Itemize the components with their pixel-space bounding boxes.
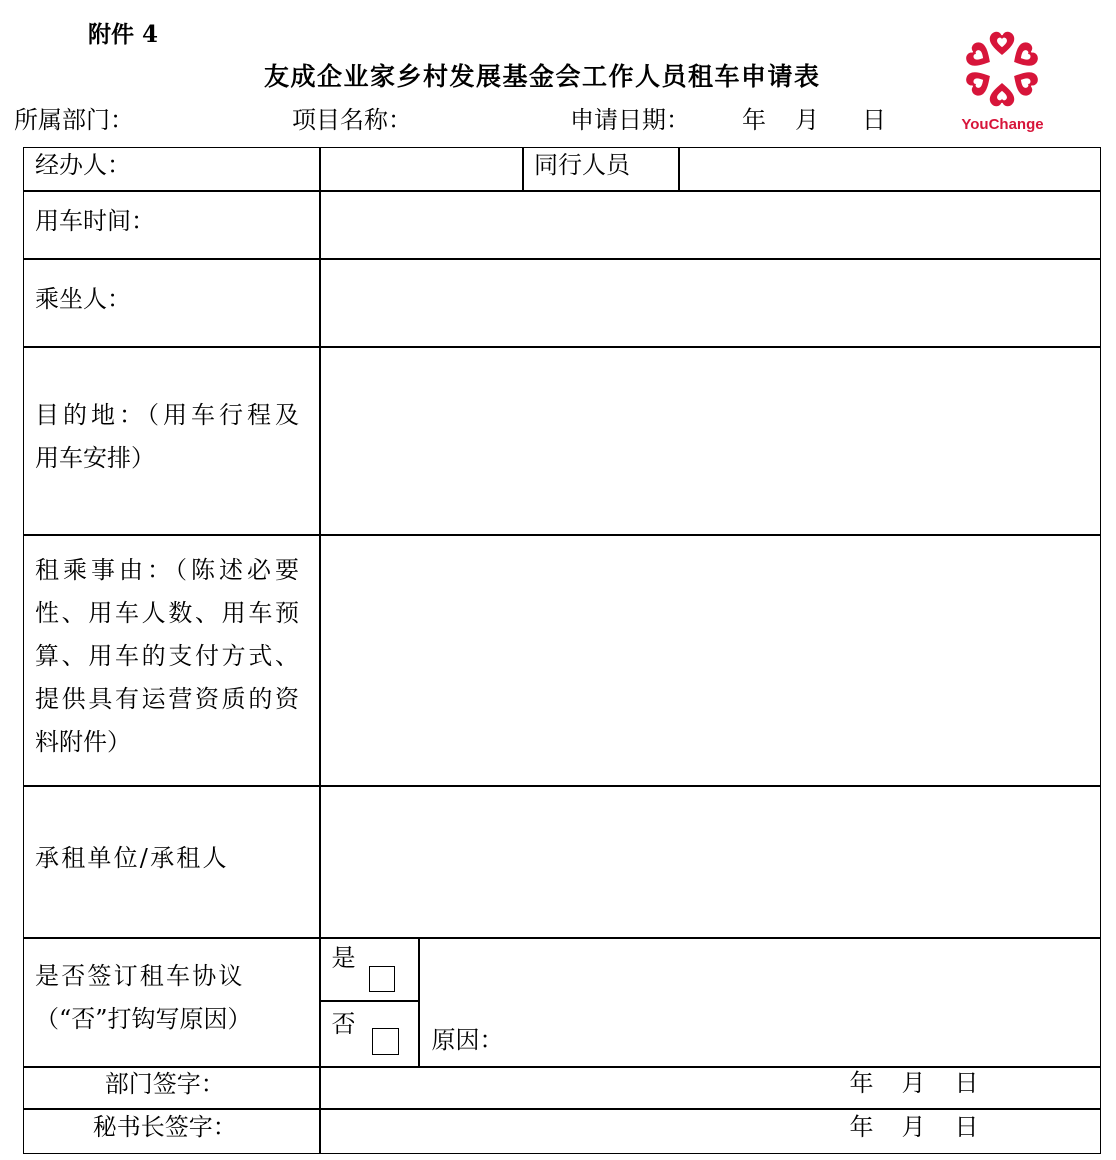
lessor-field[interactable]: [319, 785, 1101, 939]
usage-time-label-cell: [23, 190, 321, 260]
passengers-field[interactable]: [319, 258, 1101, 348]
department-label: 所属部门：: [14, 106, 134, 134]
secretary-general-signature-label-cell: [23, 1108, 321, 1154]
application-date-label: 申请日期：: [570, 106, 690, 134]
no-checkbox[interactable]: [372, 1028, 399, 1055]
companions-label-cell: [522, 147, 680, 192]
application-date-year: 年: [742, 106, 766, 134]
logo-heart: [989, 31, 1015, 56]
destination-label: [35, 394, 299, 480]
department-signature-field[interactable]: [319, 1066, 1101, 1110]
rental-reason-label-line: 算、用车的支付方式、: [35, 641, 299, 670]
project-name-label: 项目名称：: [292, 106, 412, 134]
logo-heart: [989, 82, 1015, 107]
rental-reason-label-cell: [23, 534, 321, 787]
lessor-label-cell: [23, 785, 321, 939]
rental-reason-label-line: 性、用车人数、用车预: [35, 598, 299, 627]
secretary-general-signature-month: 月: [901, 1112, 926, 1141]
logo-hearts: [963, 31, 1042, 107]
usage-time-label: 用车时间：: [35, 206, 155, 235]
destination-label-line: 用车安排）: [35, 443, 155, 472]
agreement-label-line: （“否”打钩写原因）: [35, 1005, 252, 1034]
secretary-general-signature-field[interactable]: [319, 1108, 1101, 1154]
rental-reason-label-line: 提供具有运营资质的资: [35, 684, 299, 713]
handler-label: 经办人：: [35, 151, 131, 180]
yes-checkbox[interactable]: [369, 966, 395, 992]
agreement-label-cell: [23, 937, 321, 1068]
handler-field[interactable]: [319, 147, 524, 192]
form-title: 友成企业家乡村发展基金会工作人员租车申请表: [264, 62, 821, 91]
agreement-yes-label: 是: [331, 943, 356, 972]
destination-label-cell: [23, 346, 321, 536]
department-signature-month: 月: [901, 1068, 926, 1097]
secretary-general-signature-label: 秘书长签字：: [92, 1112, 237, 1141]
secretary-general-signature-day: 日: [954, 1112, 979, 1141]
agreement-yes-cell: [319, 937, 420, 1002]
companions-label: 同行人员: [534, 151, 630, 180]
handler-label-cell: [23, 147, 321, 192]
logo-wordmark: YouChange: [961, 116, 1044, 133]
destination-label-line: 目的地：（用车行程及: [35, 400, 299, 429]
agreement-label: [35, 955, 252, 1041]
cause-field[interactable]: [418, 937, 1101, 1068]
cause-label: 原因：: [431, 1025, 504, 1054]
rental-reason-field[interactable]: [319, 534, 1101, 787]
usage-time-field[interactable]: [319, 190, 1101, 260]
secretary-general-signature-year: 年: [849, 1112, 874, 1141]
hearts-ring-icon: [961, 28, 1043, 110]
application-date-day: 日: [862, 106, 886, 134]
department-signature-label-cell: [23, 1066, 321, 1110]
passengers-label-cell: [23, 258, 321, 348]
agreement-label-line: 是否签订租车协议: [35, 962, 245, 991]
application-date-month: 月: [795, 106, 819, 134]
department-signature-year: 年: [849, 1068, 874, 1097]
agreement-no-cell: [319, 1000, 420, 1068]
rental-reason-label-line: 租乘事由：（陈述必要: [35, 555, 299, 584]
passengers-label: 乘坐人：: [35, 284, 131, 313]
destination-field[interactable]: [319, 346, 1101, 536]
rental-reason-label-line: 料附件）: [35, 727, 131, 756]
attachment-label: 附件 4: [88, 21, 159, 48]
rental-reason-label: [35, 549, 299, 764]
department-signature-day: 日: [954, 1068, 979, 1097]
agreement-no-label: 否: [331, 1009, 356, 1038]
department-signature-label: 部门签字：: [104, 1069, 225, 1098]
lessor-label: 承租单位/承租人: [35, 843, 229, 872]
companions-field[interactable]: [678, 147, 1101, 192]
